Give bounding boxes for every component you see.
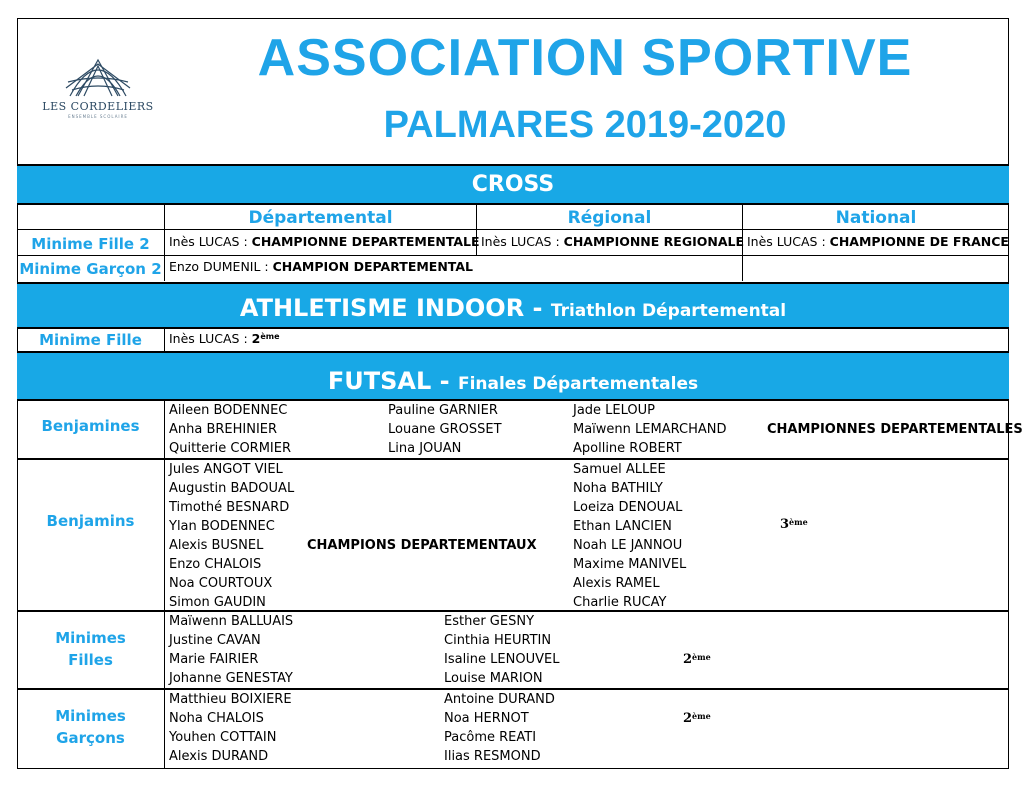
list-item: Samuel ALLEE — [573, 462, 666, 477]
cross-table — [17, 205, 1009, 281]
cross-nat-minime-fille: Inès LUCAS : CHAMPIONNE DE FRANCE — [747, 234, 1009, 249]
row-label-benjamins: Benjamins — [46, 512, 135, 530]
futsal-table — [17, 401, 1023, 768]
futsal-subtitle: Finales Départementales — [457, 374, 699, 394]
row-label-minime-fille-2: Minime Fille 2 — [31, 235, 150, 253]
list-item: Cinthia HEURTIN — [444, 633, 552, 648]
cross-reg-minime-fille: Inès LUCAS : CHAMPIONNE REGIONALE — [481, 234, 744, 249]
column-national: National — [835, 208, 917, 228]
cross-section-header — [17, 164, 1009, 205]
row-label-minimes-garcons: Minimes Garçons — [55, 707, 126, 747]
list-item: Louise MARION — [444, 671, 543, 686]
futsal-title: FUTSAL - — [327, 367, 458, 395]
list-item: Noa COURTOUX — [169, 576, 273, 591]
logo-subtitle: ENSEMBLE SCOLAIRE — [68, 114, 128, 119]
list-item: Esther GESNY — [444, 614, 535, 629]
list-item: Quitterie CORMIER — [169, 441, 292, 456]
list-item: Justine CAVAN — [169, 633, 261, 648]
list-item: Ilias RESMOND — [444, 749, 541, 764]
cross-dep-minime-fille: Inès LUCAS : CHAMPIONNE DEPARTEMENTALE — [169, 234, 480, 249]
benjamins-team1 — [169, 460, 294, 612]
athletisme-table — [17, 329, 1009, 351]
list-item: Augustin BADOUAL — [169, 481, 295, 496]
benjamins-team1-result: CHAMPIONS DEPARTEMENTAUX — [307, 538, 537, 553]
list-item: Alexis RAMEL — [573, 576, 660, 591]
list-item: Jade LELOUP — [573, 403, 656, 418]
benjamins-team2 — [573, 460, 686, 612]
page-subtitle: PALMARES 2019-2020 — [383, 104, 787, 146]
list-item: Marie FAIRIER — [169, 652, 259, 667]
row-label-minime-fille: Minime Fille — [39, 331, 142, 349]
list-item: Johanne GENESTAY — [169, 671, 293, 686]
page-title: ASSOCIATION SPORTIVE — [257, 29, 913, 87]
list-item: Noah LE JANNOU — [573, 538, 683, 553]
logo-name: LES CORDELIERS — [42, 100, 154, 113]
list-item: Antoine DURAND — [444, 692, 555, 707]
list-item: Simon GAUDIN — [169, 595, 266, 610]
athletisme-title: ATHLETISME INDOOR - — [239, 294, 551, 322]
column-departemental: Départemental — [248, 208, 393, 228]
cross-dep-minime-garcon: Enzo DUMENIL : CHAMPION DEPARTEMENTAL — [169, 259, 473, 274]
athletisme-section-header — [17, 282, 1009, 329]
list-item: Matthieu BOIXIERE — [169, 692, 292, 707]
list-item: Apolline ROBERT — [573, 441, 682, 456]
column-regional: Régional — [567, 208, 652, 228]
athletisme-subtitle: Triathlon Départemental — [550, 301, 787, 321]
list-item: Louane GROSSET — [388, 422, 502, 437]
list-item: Loeiza DENOUAL — [573, 500, 683, 515]
athletisme-result: Inès LUCAS : 2ème — [169, 331, 280, 346]
list-item: Charlie RUCAY — [573, 595, 667, 610]
benjamines-result: CHAMPIONNES DEPARTEMENTALES — [767, 422, 1023, 437]
benjamines-col3 — [573, 401, 726, 458]
list-item: Isaline LENOUVEL — [444, 652, 560, 667]
list-item: Ylan BODENNEC — [169, 519, 275, 534]
list-item: Ethan LANCIEN — [573, 519, 672, 534]
logo-emblem-icon — [38, 52, 158, 100]
minimes-filles-col2 — [444, 612, 559, 688]
list-item: Pacôme REATI — [444, 730, 537, 745]
list-item: Enzo CHALOIS — [169, 557, 262, 572]
minimes-garcons-col1 — [169, 690, 292, 766]
minimes-filles-rank: 2ème — [683, 652, 711, 667]
benjamins-team2-rank: 3ème — [780, 517, 808, 532]
list-item: Noa HERNOT — [444, 711, 529, 726]
minimes-garcons-rank: 2ème — [683, 711, 711, 726]
row-label-minime-garcon-2: Minime Garçon 2 — [19, 260, 162, 278]
list-item: Timothé BESNARD — [169, 500, 290, 515]
benjamines-col1 — [169, 401, 291, 458]
row-label-benjamines: Benjamines — [41, 417, 140, 435]
row-label-minimes-filles: Minimes Filles — [55, 629, 126, 669]
list-item: Noha BATHILY — [573, 481, 663, 496]
futsal-section-header — [17, 351, 1009, 401]
cross-title: CROSS — [471, 172, 555, 197]
list-item: Maïwenn BALLUAIS — [169, 614, 294, 629]
list-item: Alexis BUSNEL — [169, 538, 264, 553]
list-item: Noha CHALOIS — [169, 711, 264, 726]
list-item: Aileen BODENNEC — [169, 403, 288, 418]
list-item: Maxime MANIVEL — [573, 557, 687, 572]
list-item: Lina JOUAN — [388, 441, 462, 456]
minimes-filles-col1 — [169, 612, 293, 688]
list-item: Jules ANGOT VIEL — [169, 462, 283, 477]
list-item: Alexis DURAND — [169, 749, 269, 764]
school-logo — [38, 52, 158, 132]
list-item: Anha BREHINIER — [169, 422, 278, 437]
minimes-garcons-col2 — [444, 690, 555, 766]
list-item: Maïwenn LEMARCHAND — [573, 422, 727, 437]
list-item: Pauline GARNIER — [388, 403, 498, 418]
benjamines-col2 — [388, 401, 502, 458]
list-item: Youhen COTTAIN — [169, 730, 277, 745]
